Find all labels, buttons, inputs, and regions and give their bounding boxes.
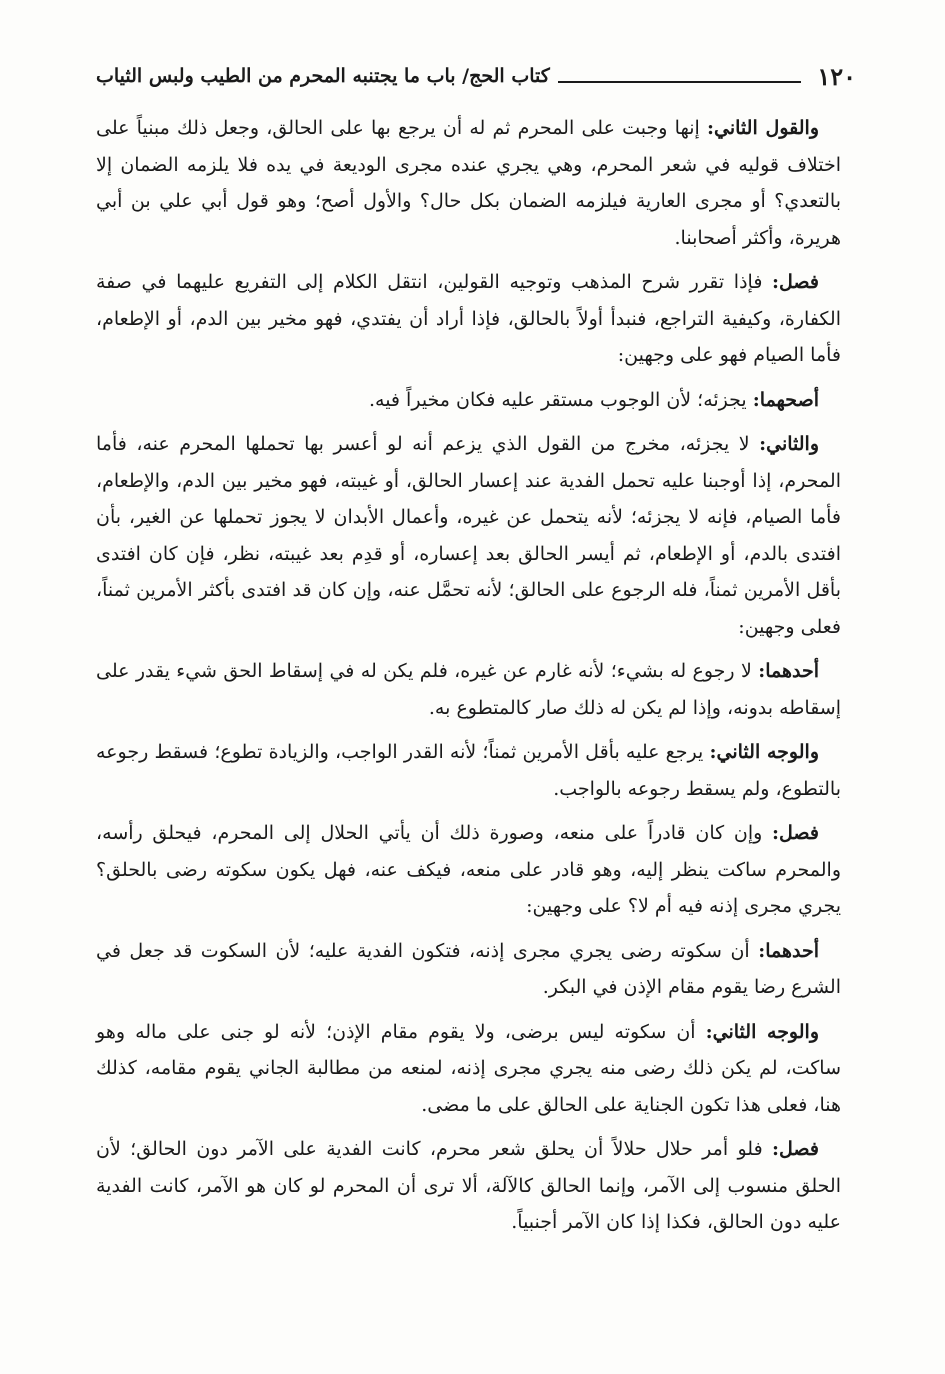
paragraph-lead: أصحهما:	[752, 388, 819, 411]
paragraph-text: لا يجزئه، مخرج من القول الذي يزعم أنه لو أعسر بها تحملها المحرم عنه، فأما المحرم، إذا أوجبنا عليه تحمل الفدية عند إعسار الحالق، أو غيبته، فهو مخير بين الدم، والإطعام، فأما الصيام، فإنه لا يجزئه؛ لأنه يتحمل عن غيره، وأعمال الأبدان لا يجوز تحملها عن الغير، بأن افتدى بالدم، أو الإطعام، ثم أيسر الحالق بعد إعساره، أو قدِم بعد غيبته، نظر، فإن كان افتدى بأقل الأمرين ثمناً، فله الرجوع على الحالق؛ لأنه تحمَّل عنه، وإن كان قد افتدى بأكثر الأمرين ثمناً، فعلى وجهين:	[96, 433, 841, 638]
paragraph-lead: فصل:	[772, 822, 819, 844]
paragraph-lead: فصل:	[772, 1138, 819, 1160]
paragraph	[96, 110, 841, 256]
paragraph-text: أن سكوته رضى يجري مجرى إذنه، فتكون الفدية عليه؛ لأن السكوت قد جعل في الشرع رضا يقوم مقام الإذن في البكر.	[96, 939, 841, 998]
paragraph	[96, 653, 841, 726]
paragraph-lead: أحدهما:	[758, 939, 819, 962]
paragraph-text: يجزئه؛ لأن الوجوب مستقر عليه فكان مخيراً فيه.	[368, 388, 753, 411]
paragraph-text: وإن كان قادراً على منعه، وصورة ذلك أن يأتي الحلال إلى المحرم، فيحلق رأسه، والمحرم ساكت ينظر إليه، وهو قادر على منعه، فيكف عنه، فهل يكون سكوته رضى بالحلق؟ يجري مجرى إذنه فيه أم لا؟ على وجهين:	[96, 822, 841, 917]
paragraph-text: يرجع عليه بأقل الأمرين ثمناً؛ لأنه القدر الواجب، والزيادة تطوع؛ فسقط رجوعه بالتطوع، ولم يسقط رجوعه بالواجب.	[96, 741, 841, 800]
paragraph-lead: والوجه الثاني:	[705, 1020, 819, 1043]
paragraph	[96, 933, 841, 1006]
paragraph	[96, 815, 841, 925]
paragraph	[96, 1014, 841, 1124]
page-number: ١٢٠	[817, 61, 856, 91]
paragraph-lead: والقول الثاني:	[707, 117, 819, 139]
paragraph-text: لا رجوع له بشيء؛ لأنه غارم عن غيره، فلم يكن له في إسقاط الحق شيء يقدر على إسقاطه بدونه، وإذا لم يكن له ذلك صار كالمتطوع به.	[96, 660, 841, 719]
page-body	[96, 110, 841, 1249]
running-title: كتاب الحج/ باب ما يجتنبه المحرم من الطيب ولبس الثياب	[96, 65, 550, 87]
paragraph	[96, 426, 841, 645]
paragraph-lead: والثاني:	[759, 433, 819, 455]
paragraph-text: فلو أمر حلال حلالاً أن يحلق شعر محرم، كانت الفدية على الآمر دون الحالق؛ لأن الحلق منسوب إلى الآمر، وإنما الحالق كالآلة، ألا ترى أن المحرم لو كان هو الآمر، كانت الفدية عليه دون الحالق، فكذا إذا كان الآمر أجنبياً.	[96, 1138, 841, 1233]
header-rule	[558, 81, 802, 83]
paragraph	[96, 1131, 841, 1241]
paragraph-text: أن سكوته ليس برضى، ولا يقوم مقام الإذن؛ لأنه لو جنى على ماله وهو ساكت، لم يكن ذلك رضى منه يجري مجرى إذنه، لمنعه من مطالبة الجاني يقوم مقامه، كذلك هنا، فعلى هذا تكون الجناية على الحالق على ما مضى.	[96, 1020, 841, 1116]
paragraph	[96, 734, 841, 807]
paragraph-text: إنها وجبت على المحرم ثم له أن يرجع بها على الحالق، وجعل ذلك مبنياً على اختلاف قوليه في شعر المحرم، وهي يجري عنده مجرى الوديعة في يده فلا يلزمه الضمان إلا بالتعدي؟ أو مجرى العارية فيلزمه الضمان بكل حال؟ والأول أصح؛ وهو قول أبي علي بن أبي هريرة، وأكثر أصحابنا.	[96, 117, 842, 249]
paragraph	[96, 382, 841, 419]
paragraph	[96, 264, 841, 374]
paragraph-text: فإذا تقرر شرح المذهب وتوجيه القولين، انتقل الكلام إلى التفريع عليهما في صفة الكفارة، وكيفية التراجع، فنبدأ أولاً بالحالق، فإذا أراد أن يفتدي، فهو مخير بين الدم، أو الإطعام، فأما الصيام فهو على وجهين:	[96, 271, 841, 366]
paragraph-lead: فصل:	[772, 271, 819, 293]
paragraph-lead: أحدهما:	[758, 660, 819, 682]
page-header	[96, 56, 856, 96]
paragraph-lead: والوجه الثاني:	[709, 741, 819, 763]
